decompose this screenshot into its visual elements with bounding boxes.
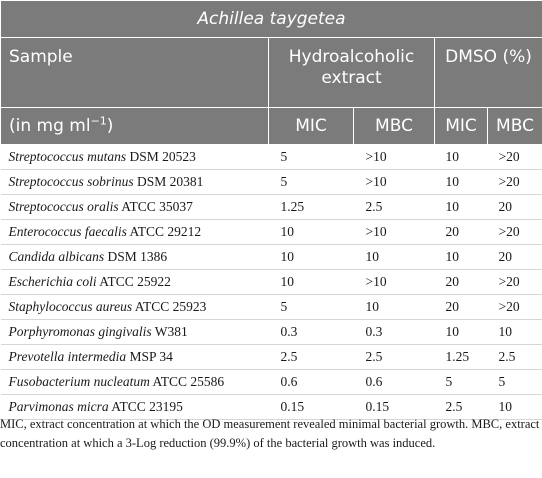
extract-mbc-cell: 0.3: [354, 320, 435, 345]
species-name: Parvimonas micra: [8, 399, 109, 414]
extract-mic-cell: 10: [269, 270, 354, 295]
dmso-mic-cell: 20: [435, 295, 488, 320]
species-name: Escherichia coli: [8, 274, 97, 289]
extract-mic-header: MIC: [269, 108, 354, 145]
extract-mbc-cell: 10: [354, 295, 435, 320]
extract-mic-cell: 0.15: [269, 395, 354, 420]
strain-id: ATCC 35037: [121, 199, 193, 214]
species-name: Streptococcus sobrinus: [8, 174, 134, 189]
strain-id: DSM 20523: [129, 149, 196, 164]
dmso-mic-cell: 1.25: [435, 345, 488, 370]
extract-mbc-cell: >10: [354, 145, 435, 170]
species-name: Candida albicans: [8, 249, 105, 264]
dmso-mbc-cell: >20: [488, 270, 542, 295]
subheader-row: [1, 108, 542, 145]
table-row: [1, 170, 542, 195]
table-row: [1, 220, 542, 245]
dmso-group-header: DMSO (%): [435, 38, 542, 108]
extract-mic-cell: 0.3: [269, 320, 354, 345]
sample-cell: [1, 170, 269, 195]
dmso-mbc-cell: 2.5: [488, 345, 542, 370]
extract-mbc-cell: 0.6: [354, 370, 435, 395]
table-row: [1, 345, 542, 370]
extract-mic-cell: 1.25: [269, 195, 354, 220]
dmso-mic-header: MIC: [435, 108, 488, 145]
dmso-mic-cell: 20: [435, 220, 488, 245]
dmso-mbc-cell: 10: [488, 320, 542, 345]
units-header: (in mg $ml^{-1}$): [1, 108, 269, 145]
table-footnote: [0, 415, 540, 452]
table-row: [1, 270, 542, 295]
dmso-mic-cell: 10: [435, 245, 488, 270]
extract-mbc-cell: >10: [354, 270, 435, 295]
dmso-mbc-cell: 5: [488, 370, 542, 395]
extract-mbc-cell: 2.5: [354, 195, 435, 220]
dmso-mic-cell: 5: [435, 370, 488, 395]
table-row: [1, 195, 542, 220]
extract-mbc-header: MBC: [354, 108, 435, 145]
sample-cell: [1, 320, 269, 345]
extract-mic-cell: 2.5: [269, 345, 354, 370]
dmso-mic-cell: 20: [435, 270, 488, 295]
sample-cell: [1, 245, 269, 270]
strain-id: ATCC 25586: [152, 374, 225, 389]
species-name: Porphyromonas gingivalis: [8, 324, 152, 339]
extract-mbc-cell: 10: [354, 245, 435, 270]
dmso-mic-cell: 2.5: [435, 395, 488, 420]
dmso-mic-cell: 10: [435, 320, 488, 345]
extract-mic-cell: 10: [269, 245, 354, 270]
sample-cell: [1, 220, 269, 245]
strain-id: W381: [154, 324, 188, 339]
dmso-mic-cell: 10: [435, 170, 488, 195]
table-row: [1, 145, 542, 170]
table-row: [1, 245, 542, 270]
extract-group-header: Hydroalcoholic extract: [269, 38, 435, 108]
dmso-mbc-cell: 20: [488, 245, 542, 270]
extract-mbc-cell: >10: [354, 170, 435, 195]
footnote-text: MIC, extract concentration at which the OD measurement revealed minimal bacterial growth. MBC, extract concentration at which a 3-Log reduction (99.9%) of the bacterial growth was induced.: [0, 417, 540, 450]
extract-mbc-cell: 0.15: [354, 395, 435, 420]
strain-id: ATCC 25923: [134, 299, 207, 314]
dmso-mbc-cell: >20: [488, 220, 542, 245]
extract-mic-cell: 10: [269, 220, 354, 245]
extract-mbc-cell: 2.5: [354, 345, 435, 370]
group-header-row: [1, 38, 542, 108]
strain-id: MSP 34: [129, 349, 173, 364]
species-name: Prevotella intermedia: [8, 349, 127, 364]
sample-cell: [1, 145, 269, 170]
table-title: Achillea taygetea: [1, 1, 542, 38]
strain-id: ATCC 23195: [111, 399, 183, 414]
species-name: Fusobacterium nucleatum: [8, 374, 150, 389]
dmso-mbc-header: MBC: [488, 108, 542, 145]
extract-mbc-cell: >10: [354, 220, 435, 245]
units-exponent: −1: [90, 114, 107, 128]
species-name: Streptococcus oralis: [8, 199, 119, 214]
dmso-mbc-cell: 20: [488, 195, 542, 220]
dmso-mbc-cell: >20: [488, 170, 542, 195]
table-body: [1, 145, 542, 420]
extract-mic-cell: 0.6: [269, 370, 354, 395]
strain-id: ATCC 25922: [99, 274, 171, 289]
sample-cell: [1, 345, 269, 370]
sample-cell: [1, 195, 269, 220]
dmso-mbc-cell: 10: [488, 395, 542, 420]
sample-header: Sample: [1, 38, 269, 108]
species-name: Enterococcus faecalis: [8, 224, 127, 239]
dmso-mbc-cell: >20: [488, 145, 542, 170]
dmso-mic-cell: 10: [435, 195, 488, 220]
sample-cell: [1, 370, 269, 395]
strain-id: DSM 20381: [137, 174, 204, 189]
dmso-mic-cell: 10: [435, 145, 488, 170]
strain-id: DSM 1386: [107, 249, 168, 264]
species-name: Staphylococcus aureus: [8, 299, 133, 314]
species-name: Streptococcus mutans: [8, 149, 127, 164]
dmso-mbc-cell: >20: [488, 295, 542, 320]
title-row: [1, 1, 542, 38]
table-row: [1, 295, 542, 320]
sample-cell: [1, 295, 269, 320]
strain-id: ATCC 29212: [129, 224, 202, 239]
table-row: [1, 370, 542, 395]
table-row: [1, 320, 542, 345]
extract-mic-cell: 5: [269, 170, 354, 195]
extract-mic-cell: 5: [269, 295, 354, 320]
sample-cell: [1, 270, 269, 295]
extract-mic-cell: 5: [269, 145, 354, 170]
